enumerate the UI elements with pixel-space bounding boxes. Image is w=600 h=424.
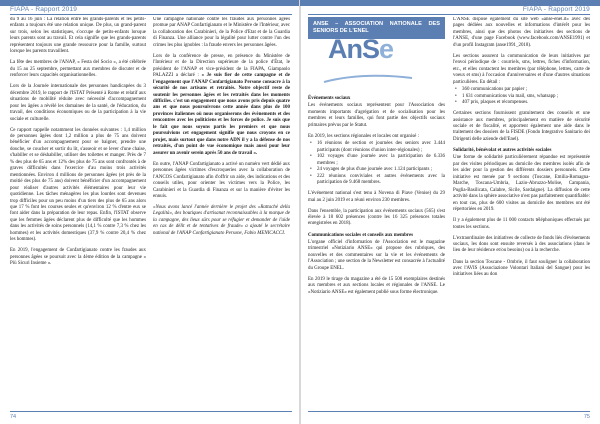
paragraph: L'événement national s'est tenu à Novena di Piave (Venise) du 29 mai au 2 juin 2019 et a réuni environ 230 membres. <box>308 191 445 203</box>
running-head: FIAPA - Rapport 2019 <box>522 6 590 13</box>
page-number: 74 <box>10 414 17 420</box>
subheading-solidarity: Solidarité, bénévolat et autres activités sociales <box>453 147 552 153</box>
page-number: 75 <box>583 414 590 420</box>
left-column-2 <box>153 17 290 410</box>
paragraph: Les sections assurent la communication de leurs initiatives par l'envoi périodique de : courriels, sms, lettres, fiches d'information, etc., et elles contactent les membres (par téléphone, lettres, carte de voeux et sms) à l'occasion d'anniversaires et d'une d'autres situations particulières. En détail : <box>453 53 590 85</box>
list-item: • 222 réunions conviviales et autres événements avec la participation de 9.468 membres. <box>308 174 445 187</box>
paragraph: Lors de la Journée internationale des personnes handicapées du 3 décembre 2019, le rapport de l'ISTAT Présenté à Rome et relatif aux situations de mobilité réduite avec nécessité d'accompagnement pour les âgées a révélé les domaines de la santé, de l'éducation, du travail, des conditions économiques ou de la participation à la vie sociale et culturelle. <box>10 84 146 122</box>
paragraph: L'extraordinaire des initiatives de collecte de fonds liés d'événements sociaux, les dons sont ensuite reversés à des associations (dans le lieu de leur résidence et/ou besoins) ou à la recherche. <box>453 235 590 254</box>
right-page <box>300 0 600 424</box>
paragraph: Une forme de solidarité particulièrement répandue est représentée par des visites périodiques au domicile des membres isolés afin de les aider pour la gestion des différents dossiers personnels. Cette initiative est menée par 9 sections (Toscane, Emilia-Romagna-Marche, Toscana-Umbria, Lazio-Abruzzo-Molise, Campania, Puglia-Basilicata, Calabre, Sicile, Sardaigne). La diffusion de cette activité dans la sphère associative n'est pas parfaitement quantifiable: en tout cas, plus de 600 visites au domicile des membres ont été répertoriées en 2019. <box>453 155 590 213</box>
paragraph: L'ANSE dispose également du site web «anse-enel.it» avec des pages dédiées aux nouvelles et informations d'intérêt pour les membres, ainsi que des photos des initiatives des sections de l'ANSE, d'une page Facebook (www.facebook.com/ANSE1991) et d'un profil Instagram (anse1991_2018). <box>453 17 590 48</box>
paragraph: En 2019, l'engagement de Confartigianato contre les fraudes aux personnes âgées se poursuit avec la 4ème édition de la campagne « Più Sicuri Insieme ». <box>10 248 146 267</box>
section-title: ANSE – ASSOCIATION NATIONALE DES SENIORS DE L'ENEL <box>308 17 445 39</box>
right-column-2 <box>453 17 590 410</box>
paragraph: La fête des membres de l'ANAP, « Festa del Socio », a été célébrée du 15 au 25 septembre, permettant aux membres de discuter et de renforcer leurs capacités organisationnelles. <box>10 60 146 79</box>
list-item: • 102 voyages d'une journée avec la participation de 6.336 membres ; <box>308 154 445 167</box>
paragraph: du 9 au 16 juin : La relation entre les grands-parents et les petits-enfants a toujours été une relation unique. De plus, un grand-parent sur trois, selon les statistiques, s'occupe de petits-enfants lorsque leurs parents sont au travail. Et cela signifie que les grands-parents représentent toujours une grande ressource pour la famille, surtout lorsque les parents travaillent. <box>10 17 146 55</box>
paragraph: En 2019, les sections régionales et locales ont organisé : <box>308 133 419 139</box>
italic-quote: «Nous avons lancé l'année dernière le projet des «Rattaché della Legalità», des boutiques d'artisanat reconnaissables à la marque de la campagne, des lieux sûrs pour se réfugier et demander de l'aide en cas de délit et de tentatives de fraude» a ajouté le secrétaire national de l'ANAP Confartigianato Persone, Fabio MENICACCI. <box>153 205 290 236</box>
events-list <box>308 141 445 186</box>
list-item: • 360 communications par papier ; <box>453 87 590 93</box>
right-column-1 <box>308 17 445 410</box>
paragraph: En outre, l'ANAP Confartigianato a activé un numéro vert dédié aux personnes âgées victimes d'escroqueries avec la collaboration de l'ANCOS Confartigianato afin d'offrir un aide, des indications et des conseils utiles, pour orienter les victimes vers la Police, les Carabinieri et la Guardia di Finanza et sur la manière d'éviter les ennuis. <box>153 161 290 199</box>
footer-rule <box>10 411 292 412</box>
paragraph: L'organe officiel d'information de l'Association est le magazine trimestriel «Notiziario ANSE» qui propose des rubriques, des nouvelles et des commentaires sur la vie et les événements de l'Association ; une section de la Newsletter est consacrée à l'actualité du Groupe ENEL. <box>308 239 445 271</box>
list-item: • 407 pris, plaques et récompenses. <box>453 100 590 106</box>
list-item: • 1 631 communications via mail, sms, whatsapp ; <box>453 94 590 100</box>
paragraph: Il y a également plus de 11 000 contacts téléphoniques effectués par toutes les sections. <box>453 218 590 230</box>
paragraph: Certaines sections fournissent gratuitement des conseils et une assistance aux membres, principalement en matière de sécurité sociale et de fiscalité, et apportent également une aide dans le traitement des dossiers de la FISDE (Fondo Integrativo Sanitario dei Dirigenti delle aziende dell'Enel). <box>453 111 590 142</box>
header-rule <box>308 14 590 15</box>
subheading-social-events: Événements sociaux <box>308 96 351 101</box>
logo-wordmark <box>328 34 394 64</box>
paragraph: Dans la section Toscane - Ombrie, il faut souligner la collaboration avec l'AVIS (Associazione Volontari Italiani del Sangue) pour les initiatives liées au don <box>453 259 590 278</box>
paragraph-with-quote <box>153 54 290 157</box>
paragraph: En 2019 le tirage du magazine a été de 15 500 exemplaires destinés aux membres et aux sections locales et régionales de l'ANSE. Le «Notiziario ANSE» est également publié sous forme électronique. <box>308 276 445 295</box>
paragraph-text: Lors de la conférence de presse, en présence du Ministère de l'Intérieur et de la Direction supérieure de la police d'État, le président de l'ANAP et vice-président de la FIAPA, Giampaolo PALAZZI a déclaré : <box>153 53 290 79</box>
paragraph: Une campagne nationale contre les fraudes aux personnes âgées promue par ANAP Confartigianato et le Ministère de l'Intérieur, avec la collaboration des Carabinieri, de la Police d'Etat et de la Guardia di Finanza. Une alliance pour la légalité pour lutter contre l'un des crimes les plus ignobles : la fraude envers les personnes âgées. <box>153 17 290 48</box>
communications-list <box>453 87 590 106</box>
paragraph: Dans l'ensemble, la participation aux événements sociaux (565) s'est élevée à 18 602 présences (contre les 16 325 présences totales enregistrées en 2018). <box>308 208 445 227</box>
footer-rule <box>308 411 590 412</box>
left-column-1 <box>10 17 146 410</box>
running-head: FIAPA - Rapport 2019 <box>10 6 78 13</box>
list-item: • 24 voyages de plus d'une journée avec 1.124 participants ; <box>308 167 445 173</box>
list-item: • 16 réunions de section et journées des seniors avec 3.444 participants (dont réunions d'union inter-régionales) ; <box>308 141 445 154</box>
anse-logo <box>314 34 438 90</box>
header-rule <box>10 14 292 15</box>
logo-text-accent: e <box>379 34 394 64</box>
logo-text: AnS <box>328 34 379 64</box>
logo-swoosh-icon <box>322 74 414 84</box>
bold-quote: « Je suis fier de cette campagne et de l'engagement que l'ANAP Confartigianato Persone consacre à la sécurité de nos artisans et retraités. Notre objectif reste de soutenir les personnes âgées et les retraités dans les moments difficiles. c'est un engagement que nous avons pris depuis quatre ans et que nous poursuivrons cette année dans plus de 100 provinces italiennes où nous organiserons des évènements et des rencontres avec les politiciens et les forces de police. Je suis que le fait que nous soyons partis les premiers et que nous poursuivions cet engagement signifie que nous croyons en ce projet, mais surtout que dans notre ADN il y a la défense de nos retraités, d'un point de vue économique mais aussi pour leur assurer un avenir serein après 50 ans de travail ». <box>153 73 290 156</box>
subheading-communications: Communications sociales et conseils aux membres <box>308 232 414 238</box>
paragraph: Ce rapport rappelle notamment les données suivantes : 1,4 million de personnes âgées dont 1,2 million a plus de 75 ans doivent bénéficier d'un accompagnement pour se baigner, prendre une douche, se coucher et sortir du lit, s'asseoir et se lever d'une chaise, s'habiller et se déshabiller, utiliser des toilettes et manger. Près de 7 % des plus de 65 ans et 12% des plus de 75 ans sont confrontés à de graves difficultés dans l'exercice d'au moins trois activités mentionnées. Environ 4 millions de personnes âgées (et près de la moitié des plus de 75 ans) doivent bénéficier d'un accompagnement pour réaliser d'autres activités élémentaires pour leur vie quotidienne. Les tâches ménagères les plus lourdes sont devenues trop difficiles pour un peu moins d'un tiers des plus de 65 ans alors que 17 % font les courses seules et qu'environ 12 % d'entre eux se font aider dans la préparation de leur repas. Enfin, l'ISTAT observe que les femmes âgées déclarent plus de difficulté que les hommes dans les activités de soins personnels (14,1 % contre 7,3 % chez les hommes) et les activités domestiques (37,9 % contre 20,4 % chez les hommes). <box>10 127 146 243</box>
paragraph: Les événements sociaux représentent pour l'Association des moments importants d'agrégation et de socialisation pour les membres et leurs familles, qui font partie des objectifs sociaux primaires prévus par le Statut. <box>308 103 445 128</box>
